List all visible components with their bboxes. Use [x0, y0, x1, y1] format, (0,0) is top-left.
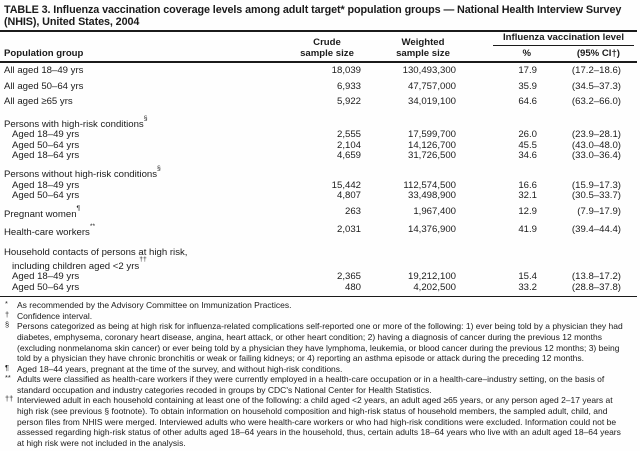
footnote-marker: ††: [5, 394, 14, 404]
footnote-text: Adults were classified as health-care workers if they were currently employed in a health-care occupation or in a health-care–industry setting, on the basis of standard occupation and industry categories recoded in groups by CDC's National Center for Health Statistics.: [17, 374, 605, 395]
cell-weighted-sample-size: 34,019,100: [407, 96, 456, 108]
column-header-percent: %: [522, 47, 531, 59]
cell-crude-sample-size: 18,039: [331, 65, 361, 77]
footnote-marker: ¶: [5, 362, 9, 372]
row-label: Aged 18–64 yrs: [12, 150, 80, 162]
footnote-marker: *: [5, 299, 8, 309]
cell-95ci: (13.8–17.2): [571, 271, 621, 283]
row-label: Persons with high-risk conditions§: [4, 114, 148, 130]
cell-weighted-sample-size: 130,493,300: [402, 65, 456, 77]
table-header: [0, 32, 637, 63]
cell-weighted-sample-size: 1,967,400: [413, 205, 456, 217]
cell-vaccination-percent: 26.0: [518, 129, 537, 141]
cell-weighted-sample-size: 4,202,500: [413, 281, 456, 293]
cell-crude-sample-size: 5,922: [336, 96, 361, 108]
row-label: Aged 50–64 yrs: [12, 139, 80, 151]
section-header-row: [4, 248, 640, 259]
row-label: Aged 18–49 yrs: [12, 179, 80, 191]
footnote-marker-ref: ¶: [76, 204, 81, 212]
column-spanner-influenza-vaccination-level: Influenza vaccination level: [493, 33, 634, 46]
column-header-crude-line1: Crude: [313, 37, 341, 49]
cell-crude-sample-size: 2,031: [336, 224, 361, 236]
cell-weighted-sample-size: 14,376,900: [407, 224, 456, 236]
footnote: [4, 364, 624, 375]
cell-crude-sample-size: 480: [344, 281, 361, 293]
cell-weighted-sample-size: 47,757,000: [407, 80, 456, 92]
cell-95ci: (28.8–37.8): [571, 281, 621, 293]
table-row: [4, 272, 640, 283]
cell-crude-sample-size: 6,933: [336, 80, 361, 92]
table-row: [4, 130, 640, 141]
footnote: [4, 311, 624, 322]
cell-95ci: (17.2–18.6): [571, 65, 621, 77]
footnote: [4, 321, 624, 363]
cell-weighted-sample-size: 33,498,900: [407, 190, 456, 202]
cell-vaccination-percent: 41.9: [518, 224, 537, 236]
footnote-marker: †: [5, 309, 10, 319]
cell-crude-sample-size: 4,659: [336, 150, 361, 162]
table-row: [4, 181, 640, 192]
table-row: [4, 141, 640, 152]
cell-95ci: (23.9–28.1): [571, 129, 621, 141]
section-header-row: [4, 258, 640, 272]
cell-vaccination-percent: 15.4: [518, 271, 537, 283]
table-row: [4, 191, 640, 202]
cell-95ci: (39.4–44.4): [571, 224, 621, 236]
row-label: All aged ≥65 yrs: [4, 96, 73, 108]
row-label: All aged 50–64 yrs: [4, 80, 84, 92]
footnote-marker: **: [5, 373, 11, 383]
cell-vaccination-percent: 34.6: [518, 150, 537, 162]
column-header-crude-sample-size: [294, 38, 360, 59]
footnote-text: Interviewed adult in each household containing at least one of the following: a child aged <2 years, an adult aged ≥65 years, or any person aged 2–17 years at high risk (see previous § footnote). To obtain information on household composition and high-risk status of household members, the sampled adult, child, and person files from NHIS were merged. Interviewed adults who were health-care workers or who had high-risk conditions were excluded. Information could not be assessed regarding high-risk status of other adults aged 18–64 years in the household, thus, certain adults 18–64 years who live with an adult aged 18–64 years at high risk were not included in the analysis.: [17, 395, 621, 448]
table-row: [4, 225, 640, 239]
cell-vaccination-percent: 17.9: [518, 65, 537, 77]
cell-crude-sample-size: 4,807: [336, 190, 361, 202]
cell-crude-sample-size: 2,365: [336, 271, 361, 283]
cell-vaccination-percent: 32.1: [518, 190, 537, 202]
cell-crude-sample-size: 15,442: [331, 179, 361, 191]
cell-95ci: (33.0–36.4): [571, 150, 621, 162]
cell-vaccination-percent: 35.9: [518, 80, 537, 92]
section-header-row: [4, 114, 640, 131]
row-label: Persons without high-risk conditions§: [4, 164, 161, 181]
footnote-marker-ref: §: [157, 164, 161, 172]
row-label: All aged 18–49 yrs: [4, 65, 84, 77]
cell-crude-sample-size: 2,104: [336, 139, 361, 151]
cell-95ci: (15.9–17.3): [571, 179, 621, 191]
cell-weighted-sample-size: 17,599,700: [407, 129, 456, 141]
cell-weighted-sample-size: 14,126,700: [407, 139, 456, 151]
footnote-marker: §: [5, 320, 10, 330]
cell-weighted-sample-size: 31,726,500: [407, 150, 456, 162]
cell-vaccination-percent: 12.9: [518, 205, 537, 217]
row-label: Household contacts of persons at high risk,: [4, 246, 188, 258]
cell-crude-sample-size: 2,555: [336, 129, 361, 141]
cell-vaccination-percent: 64.6: [518, 96, 537, 108]
column-header-weighted-sample-size: [388, 38, 458, 59]
footnote-text: Persons categorized as being at high risk for influenza-related complications self-reported one or more of the following: 1) ever being told by a physician they had diabetes, emphysema, coronary heart disease, angina, heart attack, or other heart condition; 2) having a diagnosis of cancer during the previous 12 months (excluding nonmelanoma skin cancer) or ever being told by a physician they have lymphoma, leukemia, or blood cancer during the previous 12 months; 3) being told by a physician they have chronic bronchitis or weak or failing kidneys; or 4) reporting an asthma episode or attack during the preceding 12 months.: [17, 321, 623, 364]
footnotes: [0, 297, 640, 448]
footnote-text: Confidence interval.: [17, 310, 93, 321]
cell-vaccination-percent: 45.5: [518, 139, 537, 151]
row-label: Pregnant women¶: [4, 204, 81, 220]
table-body: [0, 63, 640, 296]
column-header-95ci: (95% CI†): [576, 47, 620, 59]
row-label: including children aged <2 yrs††: [12, 256, 147, 272]
cell-95ci: (30.5–33.7): [571, 190, 621, 202]
cell-95ci: (63.2–66.0): [571, 96, 621, 108]
cell-95ci: (43.0–48.0): [571, 139, 621, 151]
row-label: Health-care workers**: [4, 223, 96, 239]
table-row: [4, 283, 640, 294]
column-header-weighted-line1: Weighted: [401, 37, 445, 49]
cell-vaccination-percent: 16.6: [518, 179, 537, 191]
cell-crude-sample-size: 263: [344, 205, 361, 217]
footnote-marker-ref: §: [143, 114, 148, 122]
table-row: [4, 97, 640, 108]
table-title: TABLE 3. Influenza vaccination coverage levels among adult target* population groups — National Health Interview Survey (NHIS), United States, 2004: [4, 4, 622, 28]
table-row: [4, 151, 640, 162]
cell-weighted-sample-size: 19,212,100: [407, 271, 456, 283]
table-row: [4, 204, 640, 221]
column-header-weighted-line2: sample size: [396, 47, 450, 59]
cell-vaccination-percent: 33.2: [518, 281, 537, 293]
footnote-marker-ref: **: [89, 223, 96, 231]
table-row: [4, 66, 640, 77]
section-header-row: [4, 164, 640, 181]
cell-95ci: (34.5–37.3): [571, 80, 621, 92]
column-header-population-group: Population group: [4, 47, 84, 59]
table-row: [4, 82, 640, 93]
footnote: [4, 300, 624, 311]
row-label: Aged 18–49 yrs: [12, 271, 80, 283]
row-label: Aged 50–64 yrs: [12, 190, 80, 202]
cell-weighted-sample-size: 112,574,500: [403, 179, 456, 191]
cell-95ci: (7.9–17.9): [577, 205, 621, 217]
footnote-text: As recommended by the Advisory Committee on Immunization Practices.: [17, 300, 292, 311]
footnote: [4, 395, 624, 448]
footnote-marker-ref: ††: [139, 256, 147, 264]
footnote: [4, 374, 624, 395]
column-header-crude-line2: sample size: [300, 47, 354, 59]
row-label: Aged 50–64 yrs: [12, 281, 80, 293]
footnote-text: Aged 18–44 years, pregnant at the time of the survey, and without high-risk conditions.: [17, 363, 343, 374]
row-label: Aged 18–49 yrs: [12, 129, 80, 141]
